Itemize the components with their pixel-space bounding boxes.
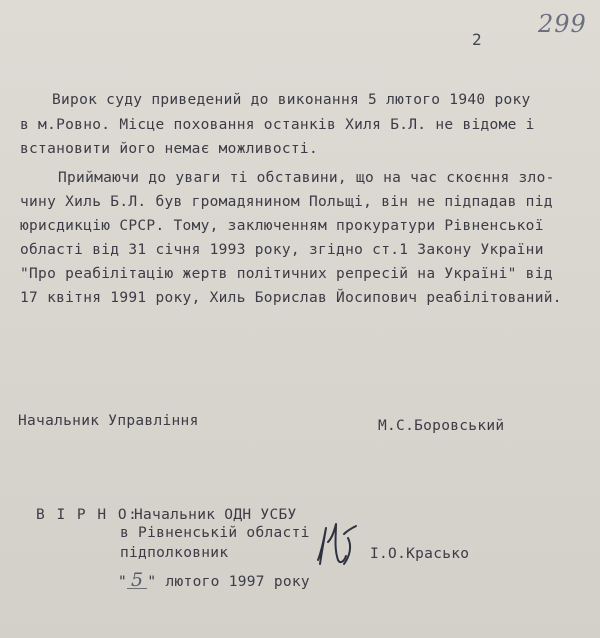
- handwritten-signature: [314, 520, 360, 570]
- date-day: 5: [127, 572, 147, 589]
- date-rest: лютого 1997 року: [165, 574, 310, 590]
- date-open-quote: ": [118, 574, 128, 590]
- paragraph1-line2: в м.Ровно. Місце поховання останків Хиля Б.Л. не відоме і: [20, 117, 535, 133]
- paragraph2-line1: Приймаючи до уваги ті обставини, що на час скоєння зло-: [58, 170, 555, 186]
- paragraph1-line3: встановити його немає можливості.: [20, 141, 318, 157]
- certification-rank: підполковник: [120, 545, 229, 561]
- signatory-position: Начальник Управління: [18, 413, 199, 429]
- paragraph2-line3: юрисдикцію СРСР. Тому, заключенням прокуратури Рівненської: [20, 218, 544, 234]
- paragraph2-line4: області від 31 січня 1993 року, згідно ст.1 Закону України: [20, 242, 544, 258]
- archive-page-number: 299: [538, 10, 587, 38]
- certification-label: В І Р Н О:: [36, 507, 139, 523]
- paragraph2-line2: чину Хиль Б.Л. був громадянином Польщі, він не підпадав під: [20, 194, 553, 210]
- signatory-name: М.С.Боровський: [378, 418, 505, 434]
- certification-line2: в Рівненській області: [120, 525, 310, 541]
- date-close-quote: ": [147, 574, 157, 590]
- certifier-name: І.О.Красько: [370, 546, 470, 562]
- page-number: 2: [472, 30, 482, 49]
- paragraph1-line1: Вирок суду приведений до виконання 5 лютого 1940 року: [52, 92, 531, 108]
- certification-line1: Начальник ОДН УСБУ: [134, 507, 297, 523]
- paragraph2-line6: 17 квітня 1991 року, Хиль Борислав Йосипович реабілітований.: [20, 290, 562, 306]
- paragraph2-line5: "Про реабілітацію жертв політичних репресій на Україні" від: [20, 266, 553, 282]
- certification-date: [118, 569, 310, 591]
